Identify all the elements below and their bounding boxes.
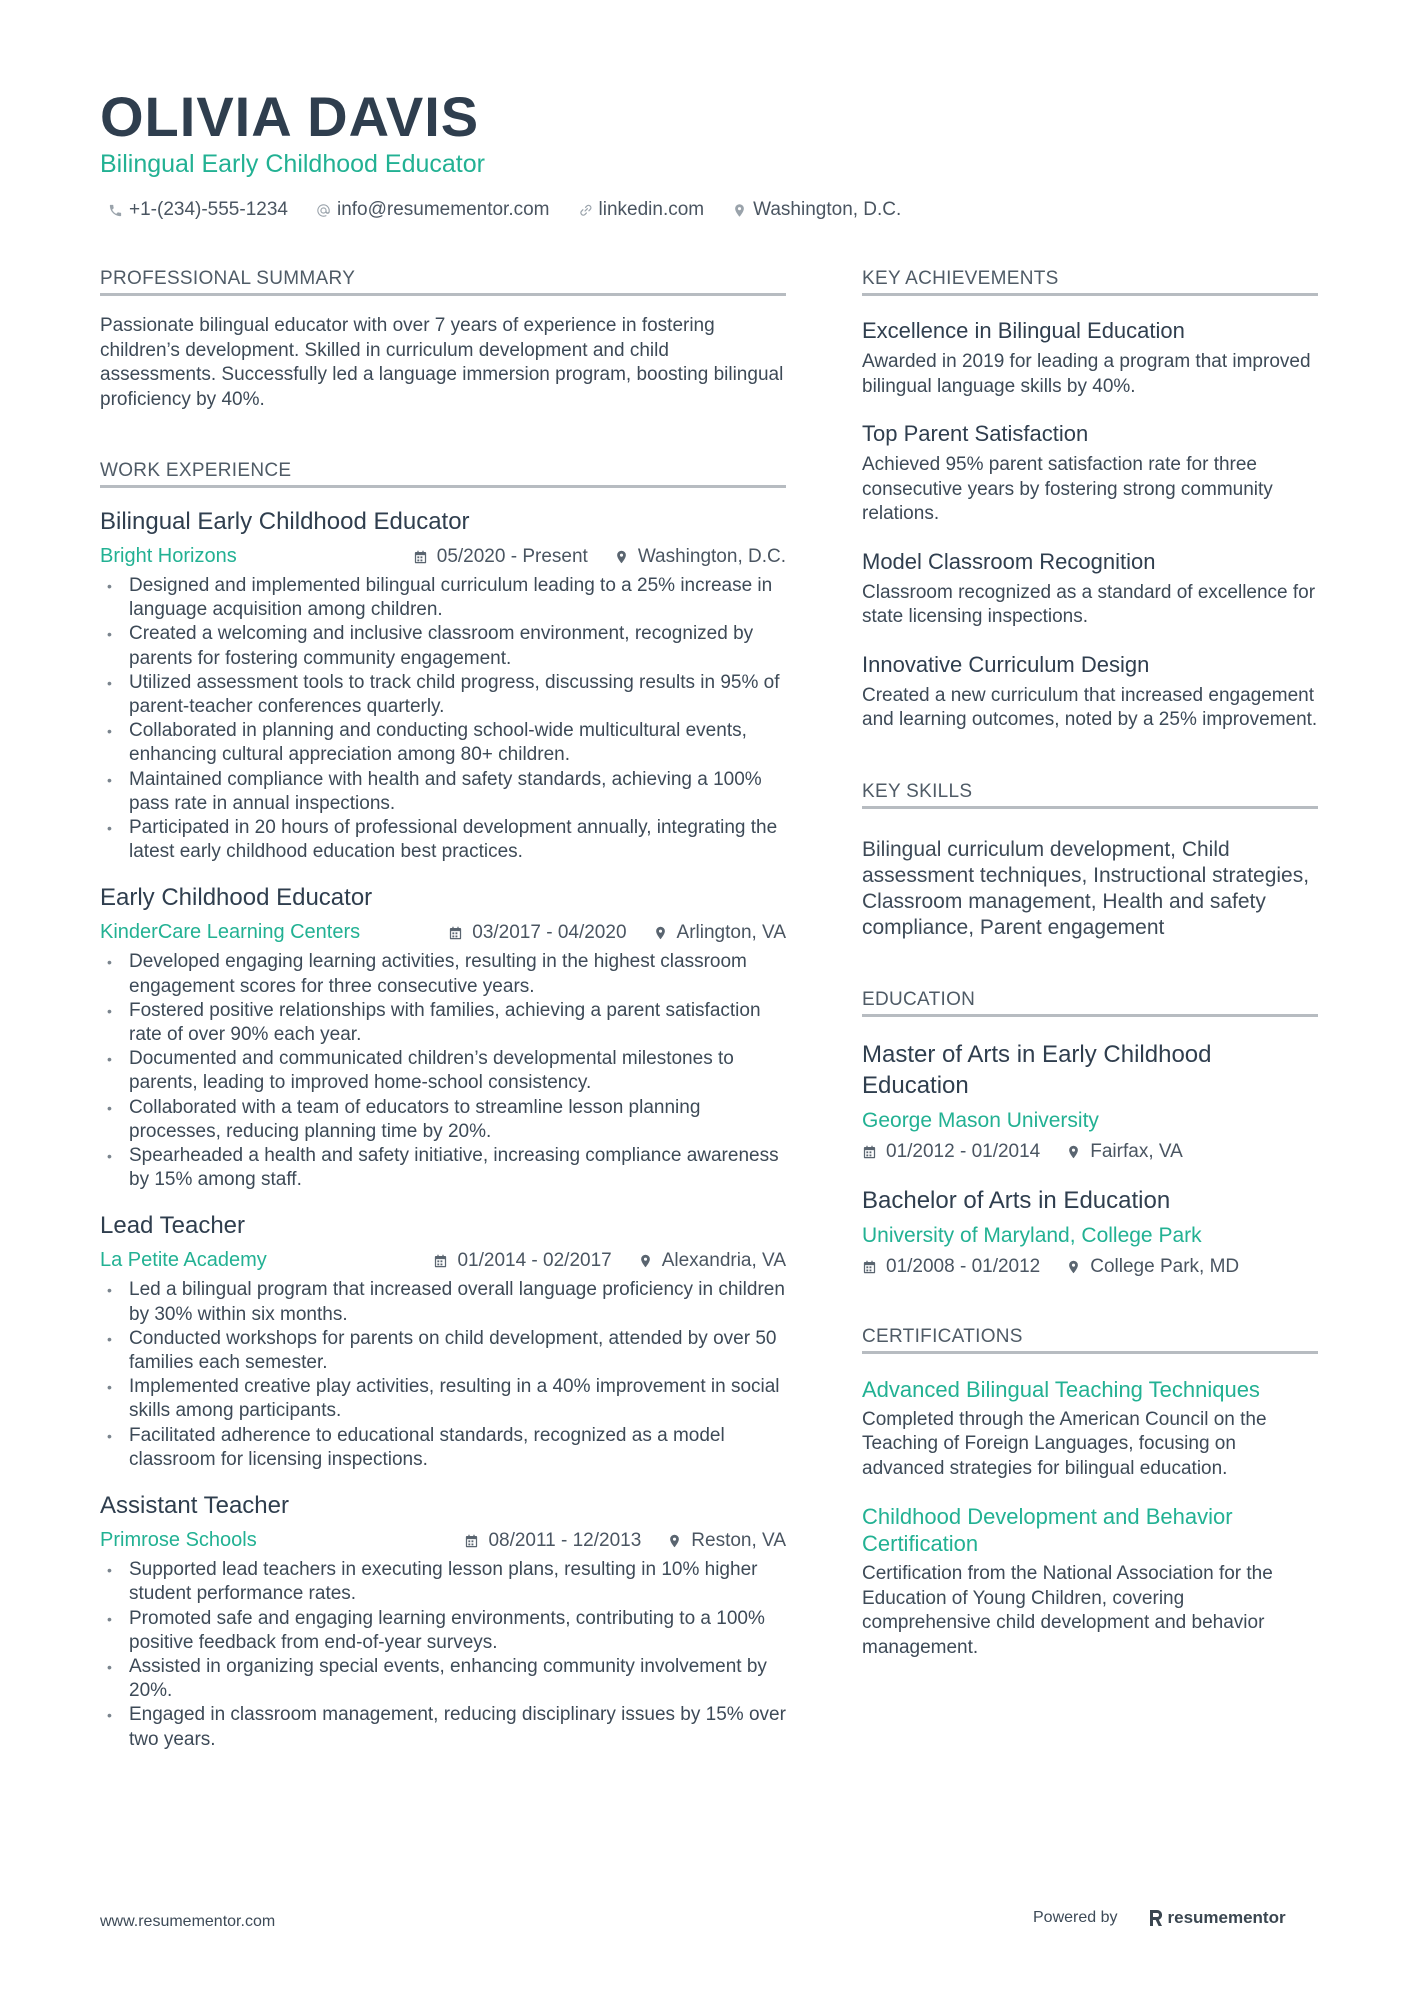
education-dates <box>862 1256 1040 1278</box>
job-meta <box>100 545 786 568</box>
achievement-title: Innovative Curriculum Design <box>862 651 1150 677</box>
job-meta <box>100 1529 786 1552</box>
education-item <box>862 1039 1318 1163</box>
contact-bar <box>108 199 929 221</box>
job-company: La Petite Academy <box>100 1249 267 1272</box>
certification-item <box>862 1376 1318 1482</box>
job-bullet: • Implemented creative play activities, resulting in a 40% improvement in social skills among participants. <box>100 1375 786 1423</box>
job-bullet: • Assisted in organizing special events, enhancing community involvement by 20%. <box>100 1655 786 1703</box>
location-text: Washington, D.C. <box>753 199 902 220</box>
job-bullet: • Collaborated with a team of educators to streamline lesson planning processes, reducing planning time by 20%. <box>100 1096 786 1144</box>
footer-website[interactable]: www.resumementor.com <box>100 1913 276 1930</box>
education-degree: Bachelor of Arts in Education <box>862 1186 1171 1214</box>
job-bullets <box>100 1278 786 1472</box>
job-bullet: • Designed and implemented bilingual curriculum leading to a 25% increase in language acquisition among children. <box>100 574 786 622</box>
job-dates <box>464 1530 641 1552</box>
achievement-title: Excellence in Bilingual Education <box>862 318 1185 343</box>
certification-desc: Certification from the National Association for the Education of Young Children, covering comprehensive child development and behavior management. <box>862 1563 1273 1658</box>
job-bullet: • Fostered positive relationships with families, achieving a parent satisfaction rate of over 90% each year. <box>100 999 786 1047</box>
calendar-icon <box>862 1259 877 1275</box>
experience-heading: WORK EXPERIENCE <box>100 460 786 488</box>
education-location-text: Fairfax, VA <box>1090 1140 1183 1162</box>
summary-heading: PROFESSIONAL SUMMARY <box>100 268 786 296</box>
job-title: Early Childhood Educator <box>100 884 373 912</box>
achievement-desc: Classroom recognized as a standard of excellence for state licensing inspections. <box>862 581 1316 627</box>
job-bullet: • Participated in 20 hours of professional development annually, integrating the latest early childhood education best practices. <box>100 816 786 864</box>
summary-text: Passionate bilingual educator with over 7 years of experience in fostering children’s development. Skilled in curriculum development and child assessments. Successfully led a language immersion program, boosting bilingual proficiency by 40%. <box>100 315 784 410</box>
location-pin-icon <box>653 925 668 941</box>
location-pin-icon <box>667 1533 682 1549</box>
education-heading: EDUCATION <box>862 989 1318 1017</box>
job-location-text: Washington, D.C. <box>637 545 786 567</box>
job-dates <box>413 546 588 568</box>
skills-heading: KEY SKILLS <box>862 781 1318 809</box>
job-bullets <box>100 1558 786 1752</box>
job-location-text: Arlington, VA <box>676 921 786 943</box>
education-dates-text: 01/2012 - 01/2014 <box>886 1140 1041 1162</box>
job-bullet: • Facilitated adherence to educational standards, recognized as a model classroom for licensing inspections. <box>100 1424 786 1472</box>
certification-desc: Completed through the American Council on the Teaching of Foreign Languages, focusing on advanced strategies for bilingual education. <box>862 1408 1267 1479</box>
job-bullet: • Documented and communicated children’s developmental milestones to parents, leading to improved home-school consistency. <box>100 1047 786 1095</box>
job-company: Primrose Schools <box>100 1529 257 1552</box>
job-company: Bright Horizons <box>100 545 237 567</box>
right-column <box>862 268 1318 1660</box>
education-dates-text: 01/2008 - 01/2012 <box>886 1255 1041 1277</box>
job-dates-text: 01/2014 - 02/2017 <box>457 1249 612 1271</box>
job-dates <box>448 922 626 944</box>
at-icon <box>316 203 331 218</box>
job-title: Assistant Teacher <box>100 1492 289 1520</box>
job-bullet: • Led a bilingual program that increased overall language proficiency in children by 30% within six months. <box>100 1278 786 1326</box>
phone-icon <box>108 203 123 218</box>
footer-branding <box>1033 1908 1286 1928</box>
calendar-icon <box>448 925 463 941</box>
job-meta <box>100 1249 786 1272</box>
contact-email[interactable] <box>316 199 550 221</box>
achievement-item <box>862 549 1318 630</box>
calendar-icon <box>862 1144 877 1160</box>
job-location-text: Reston, VA <box>691 1529 786 1551</box>
job-bullets <box>100 574 786 864</box>
certifications-heading: CERTIFICATIONS <box>862 1326 1318 1354</box>
brand-name: resumementor <box>1167 1908 1286 1927</box>
achievement-title: Top Parent Satisfaction <box>862 421 1089 446</box>
job-bullet: • Created a welcoming and inclusive classroom environment, recognized by parents for fostering community engagement. <box>100 622 786 670</box>
location-pin-icon <box>1066 1144 1081 1160</box>
job-dates-text: 08/2011 - 12/2013 <box>488 1529 642 1551</box>
skills-text: Bilingual curriculum development, Child assessment techniques, Instructional strategies, Classroom management, Health and safety compliance, Parent engagement <box>862 837 1310 939</box>
email-text: info@resumementor.com <box>336 199 550 220</box>
link-icon <box>578 203 593 218</box>
education-dates <box>862 1141 1040 1163</box>
education-location <box>1066 1256 1239 1278</box>
powered-by-text: Powered by <box>1033 1909 1118 1926</box>
education-degree: Master of Arts in Early Childhood Education <box>862 1040 1212 1099</box>
achievement-desc: Created a new curriculum that increased engagement and learning outcomes, noted by a 25% improvement. <box>862 684 1318 730</box>
location-pin-icon <box>732 203 747 218</box>
certification-title: Advanced Bilingual Teaching Techniques <box>862 1376 1260 1402</box>
location-pin-icon <box>614 549 629 565</box>
achievement-item <box>862 652 1318 733</box>
candidate-name: OLIVIA DAVIS <box>100 85 480 148</box>
left-column <box>100 268 786 1752</box>
education-school: George Mason University <box>862 1108 1099 1132</box>
achievement-item <box>862 421 1318 527</box>
job-location-text: Alexandria, VA <box>661 1249 786 1271</box>
candidate-headline: Bilingual Early Childhood Educator <box>100 150 485 178</box>
education-school: University of Maryland, College Park <box>862 1223 1202 1247</box>
achievement-item <box>862 318 1318 399</box>
calendar-icon <box>464 1533 479 1549</box>
job-entry <box>100 884 786 1192</box>
job-dates-text: 03/2017 - 04/2020 <box>472 921 627 943</box>
job-bullet: • Supported lead teachers in executing lesson plans, resulting in 10% higher student performance rates. <box>100 1558 786 1606</box>
job-bullets <box>100 950 786 1192</box>
job-bullet: • Spearheaded a health and safety initiative, increasing compliance awareness by 15% among staff. <box>100 1144 786 1192</box>
job-location <box>653 922 786 944</box>
job-company: KinderCare Learning Centers <box>100 921 361 944</box>
job-meta <box>100 921 786 944</box>
job-dates <box>433 1250 611 1272</box>
education-location <box>1066 1141 1183 1163</box>
job-location <box>638 1250 786 1272</box>
job-bullet: • Maintained compliance with health and safety standards, achieving a 100% pass rate in annual inspections. <box>100 768 786 816</box>
job-location <box>614 546 786 568</box>
phone-text: +1-(234)-555-1234 <box>129 199 288 220</box>
job-bullet: • Engaged in classroom management, reducing disciplinary issues by 15% over two years. <box>100 1703 786 1751</box>
achievements-heading: KEY ACHIEVEMENTS <box>862 268 1318 296</box>
education-meta <box>862 1141 1318 1163</box>
achievement-desc: Achieved 95% parent satisfaction rate for three consecutive years by fostering strong community relations. <box>862 454 1273 524</box>
brand-logo[interactable] <box>1148 1908 1286 1928</box>
job-bullet: • Conducted workshops for parents on child development, attended by over 50 families each semester. <box>100 1327 786 1375</box>
job-bullet: • Utilized assessment tools to track child progress, discussing results in 95% of parent-teacher conferences quarterly. <box>100 671 786 719</box>
job-location <box>667 1530 786 1552</box>
contact-linkedin[interactable] <box>578 199 705 221</box>
education-location-text: College Park, MD <box>1090 1255 1240 1277</box>
resumementor-logo-icon <box>1148 1908 1164 1928</box>
job-title: Lead Teacher <box>100 1212 246 1240</box>
education-item <box>862 1185 1318 1278</box>
certification-item <box>862 1503 1318 1660</box>
job-title: Bilingual Early Childhood Educator <box>100 508 470 535</box>
contact-phone[interactable] <box>108 199 288 221</box>
location-pin-icon <box>638 1253 653 1269</box>
job-entry <box>100 508 786 864</box>
job-dates-text: 05/2020 - Present <box>436 545 588 567</box>
job-bullet: • Collaborated in planning and conducting school-wide multicultural events, enhancing cultural appreciation among 80+ children. <box>100 719 786 767</box>
contact-location <box>732 199 901 221</box>
job-bullet: • Developed engaging learning activities, resulting in the highest classroom engagement scores for three consecutive years. <box>100 950 786 998</box>
achievement-desc: Awarded in 2019 for leading a program that improved bilingual language skills by 40%. <box>862 351 1311 397</box>
job-bullet: • Promoted safe and engaging learning environments, contributing to a 100% positive feedback from end-of-year surveys. <box>100 1607 786 1655</box>
education-meta <box>862 1256 1318 1278</box>
job-entry <box>100 1492 786 1752</box>
calendar-icon <box>433 1253 448 1269</box>
calendar-icon <box>413 549 428 565</box>
linkedin-text: linkedin.com <box>598 199 705 220</box>
location-pin-icon <box>1066 1259 1081 1275</box>
certification-title: Childhood Development and Behavior Certification <box>862 1504 1233 1556</box>
achievement-title: Model Classroom Recognition <box>862 548 1156 574</box>
job-entry <box>100 1212 786 1472</box>
